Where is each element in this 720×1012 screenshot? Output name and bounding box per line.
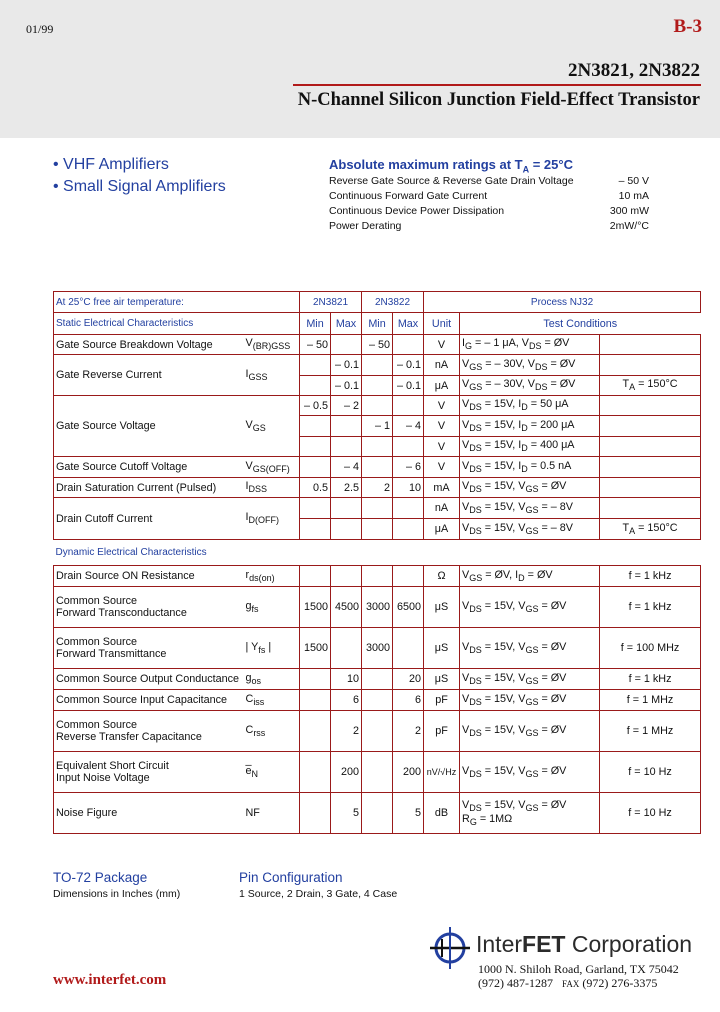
test-condition: $I_G$ = – 1 μA, $V_{DS}$ = ØV (460, 335, 600, 355)
dynamic-label: Dynamic Electrical Characteristics (54, 540, 701, 566)
test-condition: $V_{GS}$ = ØV, $I_D$ = ØV (460, 566, 600, 587)
part-numbers: 2N3821, 2N3822 (568, 60, 700, 81)
unit-cell: V (424, 457, 460, 478)
table-row (54, 587, 701, 628)
value-cell: – 0.1 (393, 355, 424, 376)
value-cell: – 1 (362, 416, 393, 437)
value-cell: 1500 (300, 587, 331, 628)
unit-cell: nA (424, 355, 460, 376)
unit-cell: μS (424, 669, 460, 690)
param-name: Noise Figure (54, 793, 244, 834)
value-cell: 6 (331, 690, 362, 711)
symbol: $I_{D(OFF)}$ (244, 498, 300, 540)
symbol: $V_{GS(OFF)}$ (244, 457, 300, 478)
symbol: $V_{(BR)GSS}$ (244, 335, 300, 355)
symbol: | $Y_{fs}$ | (244, 628, 300, 669)
extra-condition: f = 1 MHz (600, 711, 701, 752)
test-condition: $V_{DS} = 15V$, $V_{GS}$ = ØV (460, 628, 600, 669)
param-name: Common Source Forward Transconductance (54, 587, 244, 628)
param-name: Common Source Input Capacitance (54, 690, 244, 711)
unit-cell: Ω (424, 566, 460, 587)
param-name: Gate Source Breakdown Voltage (54, 335, 244, 355)
symbol: $I_{GSS}$ (244, 355, 300, 396)
unit-cell: pF (424, 711, 460, 752)
abs-row: Reverse Gate Source & Reverse Gate Drain Voltage – 50 V (329, 175, 649, 187)
unit-cell: nV/√Hz (424, 752, 460, 793)
symbol: NF (244, 793, 300, 834)
abs-row: Continuous Forward Gate Current 10 mA (329, 190, 649, 202)
value-cell: – 4 (393, 416, 424, 437)
param-name: Common Source Output Conductance (54, 669, 244, 690)
value-cell: 5 (331, 793, 362, 834)
value-cell: 10 (331, 669, 362, 690)
value-cell: 3000 (362, 628, 393, 669)
value-cell: 2 (362, 478, 393, 498)
value-cell: – 6 (393, 457, 424, 478)
abs-max-title: Absolute maximum ratings at $T_A = 25^\circ C$ (329, 157, 573, 175)
test-condition: $V_{DS} = 15V$, $V_{GS}$ = ØV (460, 478, 600, 498)
abs-row: Continuous Device Power Dissipation 300 mW (329, 205, 649, 217)
unit-cell: V (424, 437, 460, 457)
test-condition: $V_{GS}$ = – 30V, $V_{DS}$ = ØV (460, 376, 600, 396)
value-cell: – 0.1 (393, 376, 424, 396)
company-name: InterFET Corporation (476, 931, 693, 957)
device-2n3822: 2N3822 (362, 292, 424, 313)
pin-config-title: Pin Configuration (239, 870, 343, 885)
table-row (54, 628, 701, 669)
value-cell: – 50 (300, 335, 331, 355)
col-max: Max (393, 313, 424, 335)
unit-cell: dB (424, 793, 460, 834)
value-cell: 2 (393, 711, 424, 752)
feature-vhf: • VHF Amplifiers (53, 156, 169, 173)
table-row (54, 669, 701, 690)
test-condition: $V_{DS} = 15V$, $V_{GS}$ = – 8V (460, 498, 600, 519)
unit-cell: V (424, 396, 460, 416)
unit-cell: V (424, 335, 460, 355)
extra-condition: f = 10 Hz (600, 752, 701, 793)
param-name: Gate Source Voltage (54, 396, 244, 457)
value-cell: 200 (331, 752, 362, 793)
table-row (54, 711, 701, 752)
param-name: Equivalent Short Circuit Input Noise Voltage (54, 752, 244, 793)
value-cell: 1500 (300, 628, 331, 669)
page-code: B-3 (673, 16, 702, 37)
value-cell: 3000 (362, 587, 393, 628)
param-name: Common Source Reverse Transfer Capacitance (54, 711, 244, 752)
extra-condition: f = 1 kHz (600, 566, 701, 587)
unit-cell: μS (424, 587, 460, 628)
table-row (54, 690, 701, 711)
unit-cell: μA (424, 376, 460, 396)
test-condition: $V_{DS} = 15V$, $V_{GS}$ = – 8V (460, 519, 600, 540)
test-condition: $V_{DS} = 15V$, $V_{GS}$ = ØV $R_G = 1M\Omega$ (460, 793, 600, 834)
device-2n3821: 2N3821 (300, 292, 362, 313)
table-row (54, 566, 701, 587)
value-cell: – 2 (331, 396, 362, 416)
col-test-conditions: Test Conditions (460, 313, 701, 335)
col-unit: Unit (424, 313, 460, 335)
value-cell: 6500 (393, 587, 424, 628)
symbol: $V_{GS}$ (244, 396, 300, 457)
param-name: Drain Saturation Current (Pulsed) (54, 478, 244, 498)
param-name: Common Source Forward Transmittance (54, 628, 244, 669)
table-row (54, 335, 701, 355)
test-condition: $V_{DS} = 15V$, $V_{GS}$ = ØV (460, 752, 600, 793)
spec-table (53, 291, 701, 834)
value-cell: 4500 (331, 587, 362, 628)
table-row (54, 355, 701, 376)
symbol: $C_{iss}$ (244, 690, 300, 711)
extra-condition: f = 100 MHz (600, 628, 701, 669)
symbol: $I_{DSS}$ (244, 478, 300, 498)
test-condition: $V_{DS} = 15V$, $V_{GS}$ = ØV (460, 587, 600, 628)
unit-cell: μA (424, 519, 460, 540)
title-rule (293, 84, 701, 86)
extra-condition: f = 1 kHz (600, 669, 701, 690)
test-condition: $V_{DS} = 15V$, $V_{GS}$ = ØV (460, 669, 600, 690)
value-cell: – 50 (362, 335, 393, 355)
package-subtitle: Dimensions in Inches (mm) (53, 888, 181, 900)
static-label: Static Electrical Characteristics (54, 313, 300, 335)
product-title: N-Channel Silicon Junction Field-Effect Transistor (297, 90, 700, 110)
unit-cell: μS (424, 628, 460, 669)
value-cell: 2 (331, 711, 362, 752)
test-condition: $V_{DS} = 15V$, $V_{GS}$ = ØV (460, 690, 600, 711)
value-cell: 10 (393, 478, 424, 498)
col-min: Min (362, 313, 393, 335)
value-cell: 20 (393, 669, 424, 690)
value-cell: 6 (393, 690, 424, 711)
symbol: $C_{rss}$ (244, 711, 300, 752)
company-address: 1000 N. Shiloh Road, Garland, TX 75042 (478, 962, 679, 976)
value-cell: 5 (393, 793, 424, 834)
free-air-label: At 25°C free air temperature: (54, 292, 300, 313)
unit-cell: mA (424, 478, 460, 498)
date: 01/99 (26, 22, 54, 36)
symbol: $r_{ds(on)}$ (244, 566, 300, 587)
unit-cell: pF (424, 690, 460, 711)
unit-cell: nA (424, 498, 460, 519)
test-condition: $V_{DS} = 15V$, $I_D = 0.5$ nA (460, 457, 600, 478)
feature-small-signal: • Small Signal Amplifiers (53, 178, 226, 195)
value-cell: – 0.1 (331, 376, 362, 396)
table-row (54, 793, 701, 834)
process-label: Process NJ32 (424, 292, 701, 313)
pin-config-text: 1 Source, 2 Drain, 3 Gate, 4 Case (239, 888, 398, 900)
table-row (54, 457, 701, 478)
col-max: Max (331, 313, 362, 335)
col-min: Min (300, 313, 331, 335)
package-title: TO-72 Package (53, 870, 148, 885)
value-cell: – 0.1 (331, 355, 362, 376)
extra-condition: $T_A = 150^\circ C$ (600, 519, 701, 540)
website-link[interactable]: www.interfet.com (53, 972, 167, 988)
param-name: Drain Source ON Resistance (54, 566, 244, 587)
test-condition: $V_{GS}$ = – 30V, $V_{DS}$ = ØV (460, 355, 600, 376)
table-row (54, 498, 701, 519)
test-condition: $V_{DS} = 15V$, $I_D = 50$ μA (460, 396, 600, 416)
test-condition: $V_{DS} = 15V$, $I_D = 400$ μA (460, 437, 600, 457)
value-cell: 2.5 (331, 478, 362, 498)
unit-cell: V (424, 416, 460, 437)
table-row (54, 396, 701, 416)
extra-condition: f = 1 kHz (600, 587, 701, 628)
param-name: Gate Reverse Current (54, 355, 244, 396)
value-cell: 0.5 (300, 478, 331, 498)
extra-condition: f = 1 MHz (600, 690, 701, 711)
value-cell: – 0.5 (300, 396, 331, 416)
symbol: $g_{fs}$ (244, 587, 300, 628)
test-condition: $V_{DS} = 15V$, $V_{GS}$ = ØV (460, 711, 600, 752)
table-row (54, 478, 701, 498)
extra-condition: $T_A = 150^\circ C$ (600, 376, 701, 396)
value-cell: 200 (393, 752, 424, 793)
param-name: Drain Cutoff Current (54, 498, 244, 540)
value-cell: – 4 (331, 457, 362, 478)
abs-row: Power Derating 2mW/°C (329, 220, 649, 232)
symbol: $g_{os}$ (244, 669, 300, 690)
test-condition: $V_{DS} = 15V$, $I_D = 200$ μA (460, 416, 600, 437)
extra-condition: f = 10 Hz (600, 793, 701, 834)
interfet-logo-icon (428, 926, 472, 970)
symbol: $e̅_N$ (244, 752, 300, 793)
company-phone-fax: (972) 487-1287 FAX (972) 276-3375 (478, 976, 658, 990)
param-name: Gate Source Cutoff Voltage (54, 457, 244, 478)
table-row (54, 752, 701, 793)
